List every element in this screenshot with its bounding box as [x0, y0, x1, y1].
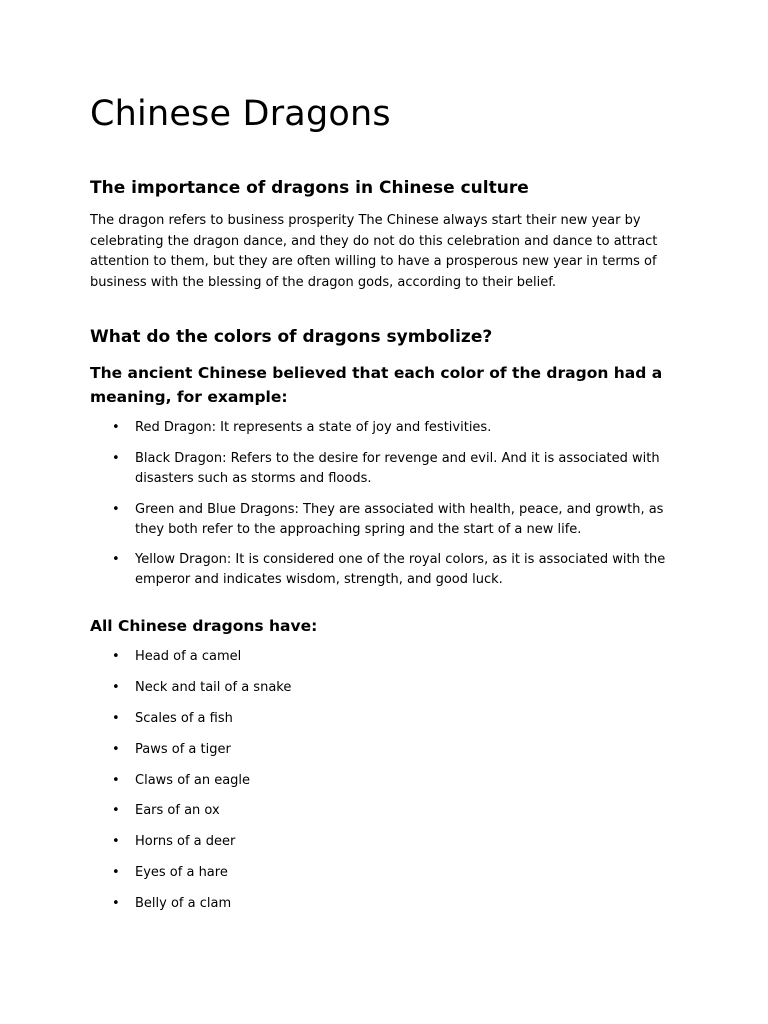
list-item	[90, 894, 682, 914]
bullet-icon: •	[112, 864, 120, 880]
list-item-text: Yellow Dragon: It is considered one of the royal colors, as it is associated with the emperor and indicates wisdom, strength, and good luck.	[135, 552, 666, 588]
list-item-text: Eyes of a hare	[135, 864, 228, 880]
bullet-icon: •	[112, 420, 120, 435]
list-item	[90, 709, 682, 729]
list-item	[90, 771, 682, 791]
bullet-icon: •	[112, 895, 120, 911]
document-page	[90, 90, 682, 925]
list-item-text: Head of a camel	[135, 649, 242, 665]
colors-intro-heading: The ancient Chinese believed that each color of the dragon had a meaning, for example:	[90, 364, 663, 406]
list-item	[90, 500, 682, 540]
bullet-icon: •	[112, 501, 120, 517]
section-heading-features: All Chinese dragons have:	[90, 617, 318, 636]
bullet-icon: •	[112, 834, 120, 850]
bullet-icon: •	[112, 803, 120, 819]
list-item	[90, 418, 682, 438]
bullet-icon: •	[112, 450, 120, 466]
list-item	[90, 678, 682, 698]
section-heading-importance: The importance of dragons in Chinese culture	[90, 178, 529, 198]
list-item-text: Belly of a clam	[135, 895, 232, 911]
list-item-text: Green and Blue Dragons: They are associated with health, peace, and growth, as they both refer to the approaching spring and the start of a new life.	[135, 501, 664, 537]
list-item-text: Scales of a fish	[135, 710, 233, 726]
bullet-icon: •	[112, 552, 120, 568]
section-heading-colors: What do the colors of dragons symbolize?	[90, 327, 493, 347]
list-item	[90, 550, 682, 590]
list-item	[90, 863, 682, 883]
bullet-icon: •	[112, 710, 120, 726]
list-item-text: Black Dragon: Refers to the desire for revenge and evil. And it is associated with disasters such as storms and floods.	[135, 450, 660, 486]
bullet-icon: •	[112, 741, 120, 757]
document-title: Chinese Dragons	[90, 94, 391, 134]
list-item-text: Claws of an eagle	[135, 772, 251, 788]
list-item	[90, 832, 682, 852]
bullet-icon: •	[112, 649, 120, 665]
section-paragraph-importance: The dragon refers to business prosperity The Chinese always start their new year by celebrating the dragon dance, and they do not do this celebration and dance to attract attention to them, but they are often willing to have a prosperous new year in terms of business with the blessing of the dragon gods, according to their belief.	[90, 213, 658, 290]
list-item	[90, 740, 682, 760]
list-item-text: Paws of a tiger	[135, 741, 231, 757]
bullet-icon: •	[112, 772, 120, 788]
list-item	[90, 647, 682, 667]
list-item-text: Ears of an ox	[135, 803, 220, 819]
list-item-text: Horns of a deer	[135, 834, 236, 850]
list-item	[90, 801, 682, 821]
features-list	[90, 647, 682, 913]
list-item-text: Neck and tail of a snake	[135, 680, 292, 696]
list-item	[90, 449, 682, 489]
bullet-icon: •	[112, 680, 120, 696]
list-item-text: Red Dragon: It represents a state of joy and festivities.	[135, 420, 492, 435]
colors-list	[90, 418, 682, 590]
